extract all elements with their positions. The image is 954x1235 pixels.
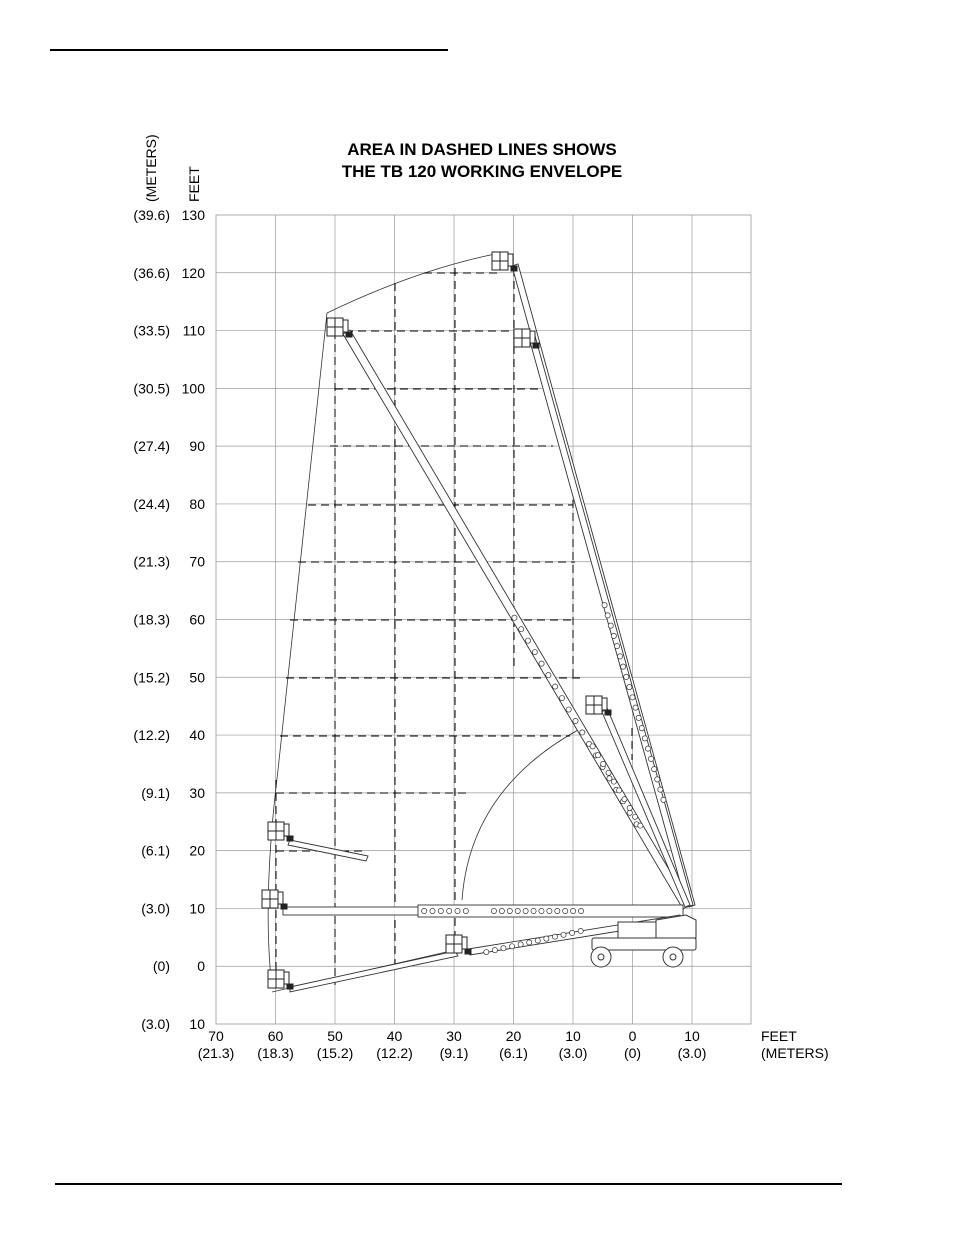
boom-hole	[624, 674, 629, 679]
y-axis-feet-label: FEET	[186, 166, 202, 202]
boom-hole	[555, 908, 560, 913]
x-tick-meters-label: (9.1)	[439, 1045, 469, 1061]
boom-hole	[608, 623, 613, 628]
x-tick-feet-label: 70	[208, 1028, 224, 1044]
y-tick-meters-label: (27.4)	[133, 438, 170, 455]
platform-45ft	[586, 696, 611, 715]
boom-hole	[638, 823, 643, 828]
boom-hole	[447, 908, 452, 913]
boom-hole	[590, 744, 595, 749]
boom-hole	[491, 908, 496, 913]
y-tick-meters-label: (3.0)	[141, 900, 170, 917]
y-tick-meters-label: (39.6)	[133, 207, 170, 223]
y-tick-feet-label: 80	[189, 495, 205, 512]
boom-to-110-ft-near	[529, 336, 693, 907]
boom-hole	[571, 908, 576, 913]
boom-hole	[642, 736, 647, 741]
machine-wheel-left-hub	[598, 954, 604, 960]
platform-ground	[446, 935, 471, 954]
y-tick-feet-label: 30	[189, 784, 205, 801]
basket-rotator	[511, 266, 517, 271]
x-tick-feet-label: 0	[628, 1028, 637, 1044]
basket-mount	[284, 824, 289, 836]
y-tick-feet-label: 100	[181, 380, 205, 397]
envelope-left-curve	[268, 313, 327, 988]
boom-hole	[566, 707, 571, 712]
basket-mount	[530, 331, 535, 343]
boom-hole	[532, 650, 537, 655]
boom-hole	[438, 908, 443, 913]
x-axis-feet-label: FEET	[761, 1028, 797, 1044]
boom-hole	[531, 908, 536, 913]
boom-hole	[652, 767, 657, 772]
boom-hole	[595, 753, 600, 758]
basket-mount	[284, 972, 289, 984]
boom-hole	[645, 746, 650, 751]
y-tick-feet-label: 110	[182, 322, 205, 339]
basket-mount	[278, 892, 283, 904]
basket-rotator	[281, 904, 287, 909]
boom-hole	[525, 638, 530, 643]
boom-hole	[519, 627, 524, 632]
x-tick-meters-label: (21.3)	[197, 1045, 235, 1061]
x-tick-feet-label: 60	[267, 1028, 284, 1044]
boom-hole	[630, 695, 635, 700]
y-tick-meters-label: (12.2)	[133, 727, 170, 744]
boom-hole	[573, 718, 578, 723]
boom-hole	[602, 603, 607, 608]
basket-mount	[462, 937, 467, 949]
boom-hole	[627, 685, 632, 690]
x-tick-meters-label: (15.2)	[316, 1045, 354, 1061]
boom-hole	[539, 908, 544, 913]
y-tick-feet-label: 120	[181, 264, 205, 281]
boom-hole	[632, 814, 637, 819]
boom-hole	[611, 779, 616, 784]
x-tick-feet-label: 40	[386, 1028, 403, 1044]
y-tick-feet-label: 10	[189, 900, 205, 917]
x-tick-meters-label: (3.0)	[558, 1045, 588, 1061]
y-tick-meters-label: (36.6)	[133, 264, 170, 281]
basket-mount	[602, 698, 607, 710]
boom-hole	[544, 936, 549, 941]
boom-hole	[552, 934, 557, 939]
y-tick-meters-label: (0)	[152, 958, 170, 975]
boom-hole	[507, 908, 512, 913]
boom-hole	[606, 770, 611, 775]
boom-hole	[430, 908, 435, 913]
basket-mount	[343, 320, 348, 332]
platform-110ft-near	[514, 329, 539, 348]
basket-rotator	[465, 949, 471, 954]
envelope-inner-arc	[462, 730, 578, 900]
x-axis-meters-label: (METERS)	[761, 1045, 829, 1061]
boom-hole	[539, 661, 544, 666]
boom-hole	[580, 730, 585, 735]
y-tick-meters-label: (18.3)	[133, 611, 170, 628]
x-axis-ticks	[198, 1028, 707, 1061]
platform-20ft	[268, 822, 293, 841]
basket-rotator	[605, 710, 611, 715]
title-line-2: THE TB 120 WORKING ENVELOPE	[341, 162, 623, 181]
boom-hole	[648, 756, 653, 761]
boom-hole	[601, 761, 606, 766]
boom-hole	[561, 932, 566, 937]
boom-hole	[578, 908, 583, 913]
x-tick-feet-label: 10	[565, 1028, 581, 1044]
x-tick-feet-label: 20	[505, 1028, 522, 1044]
boom-hole	[546, 673, 551, 678]
y-axis-ticks	[133, 207, 205, 1032]
boom-hole	[523, 908, 528, 913]
y-tick-feet-label: 50	[189, 669, 205, 686]
boom-hole	[559, 695, 564, 700]
boom-hole	[484, 949, 489, 954]
basket-rotator	[533, 343, 539, 348]
machine-wheel-right-hub	[670, 954, 676, 960]
y-tick-meters-label: (6.1)	[141, 842, 170, 859]
boom-hole	[563, 908, 568, 913]
boom-hole	[553, 684, 558, 689]
x-tick-meters-label: (18.3)	[257, 1045, 294, 1061]
x-tick-meters-label: (3.0)	[677, 1045, 707, 1061]
platform-below-grade	[268, 970, 293, 989]
y-tick-meters-label: (33.5)	[133, 322, 170, 339]
boom-hole	[636, 715, 641, 720]
y-tick-meters-label: (21.3)	[133, 553, 170, 570]
basket-rotator	[287, 984, 293, 989]
x-tick-meters-label: (12.2)	[376, 1045, 413, 1061]
platform-120ft	[492, 252, 517, 271]
boom-below-grade	[290, 951, 458, 992]
boom-hole	[535, 938, 540, 943]
machine-base	[591, 915, 696, 967]
boom-hole	[627, 805, 632, 810]
x-tick-feet-label: 30	[446, 1028, 462, 1044]
boom-hole	[570, 930, 575, 935]
boom-hole	[422, 908, 427, 913]
platform-10ft	[262, 890, 287, 909]
boom-hole	[639, 726, 644, 731]
boom-hole	[658, 787, 663, 792]
basket-rotator	[287, 836, 293, 841]
y-tick-meters-label: (15.2)	[133, 669, 170, 686]
y-tick-feet-label: 70	[189, 553, 205, 570]
boom-hole	[547, 908, 552, 913]
boom-hole	[463, 908, 468, 913]
boom-hole	[501, 946, 506, 951]
boom-hole	[661, 797, 666, 802]
y-tick-feet-label: 0	[197, 958, 205, 975]
boom-hole	[518, 942, 523, 947]
y-tick-feet-label: 40	[189, 727, 205, 744]
y-tick-meters-label: (24.4)	[133, 495, 170, 512]
boom-hole	[621, 664, 626, 669]
boom-hole	[455, 908, 460, 913]
boom-hole	[617, 788, 622, 793]
platform-110ft	[327, 318, 352, 337]
boom-hole	[622, 797, 627, 802]
boom-hole	[614, 644, 619, 649]
y-tick-meters-label: (9.1)	[141, 784, 170, 801]
machine-chassis	[592, 938, 696, 950]
y-tick-feet-label: 20	[189, 842, 205, 859]
boom-hole	[512, 615, 517, 620]
y-tick-feet-label: 90	[189, 438, 205, 455]
x-tick-meters-label: (6.1)	[499, 1045, 528, 1061]
booms	[283, 264, 695, 992]
envelope-outline	[268, 252, 578, 992]
boom-hole	[499, 908, 504, 913]
y-tick-feet-label: 10	[189, 1016, 205, 1032]
boom-hole	[492, 948, 497, 953]
boom-hole	[627, 810, 632, 815]
y-tick-feet-label: 60	[189, 611, 205, 628]
boom-hole	[515, 908, 520, 913]
title-line-1: AREA IN DASHED LINES SHOWS	[347, 140, 617, 159]
y-tick-meters-label: (3.0)	[141, 1016, 170, 1032]
boom-holes	[422, 603, 666, 955]
boom-hole	[509, 944, 514, 949]
x-tick-feet-label: 10	[684, 1028, 700, 1044]
x-tick-meters-label: (0)	[623, 1045, 642, 1061]
boom-hole	[633, 705, 638, 710]
boom-hole	[617, 654, 622, 659]
y-tick-feet-label: 130	[181, 207, 205, 223]
basket-rotator	[346, 332, 352, 337]
basket-mount	[508, 254, 513, 266]
envelope-top-arc	[327, 252, 505, 313]
boom-hole	[611, 633, 616, 638]
boom-hole	[655, 777, 660, 782]
x-tick-feet-label: 50	[327, 1028, 343, 1044]
boom-hole	[578, 928, 583, 933]
boom-hole	[527, 940, 532, 945]
y-axis-meters-label: (METERS)	[143, 134, 159, 202]
y-tick-meters-label: (30.5)	[133, 380, 170, 397]
boom-hole	[605, 613, 610, 618]
